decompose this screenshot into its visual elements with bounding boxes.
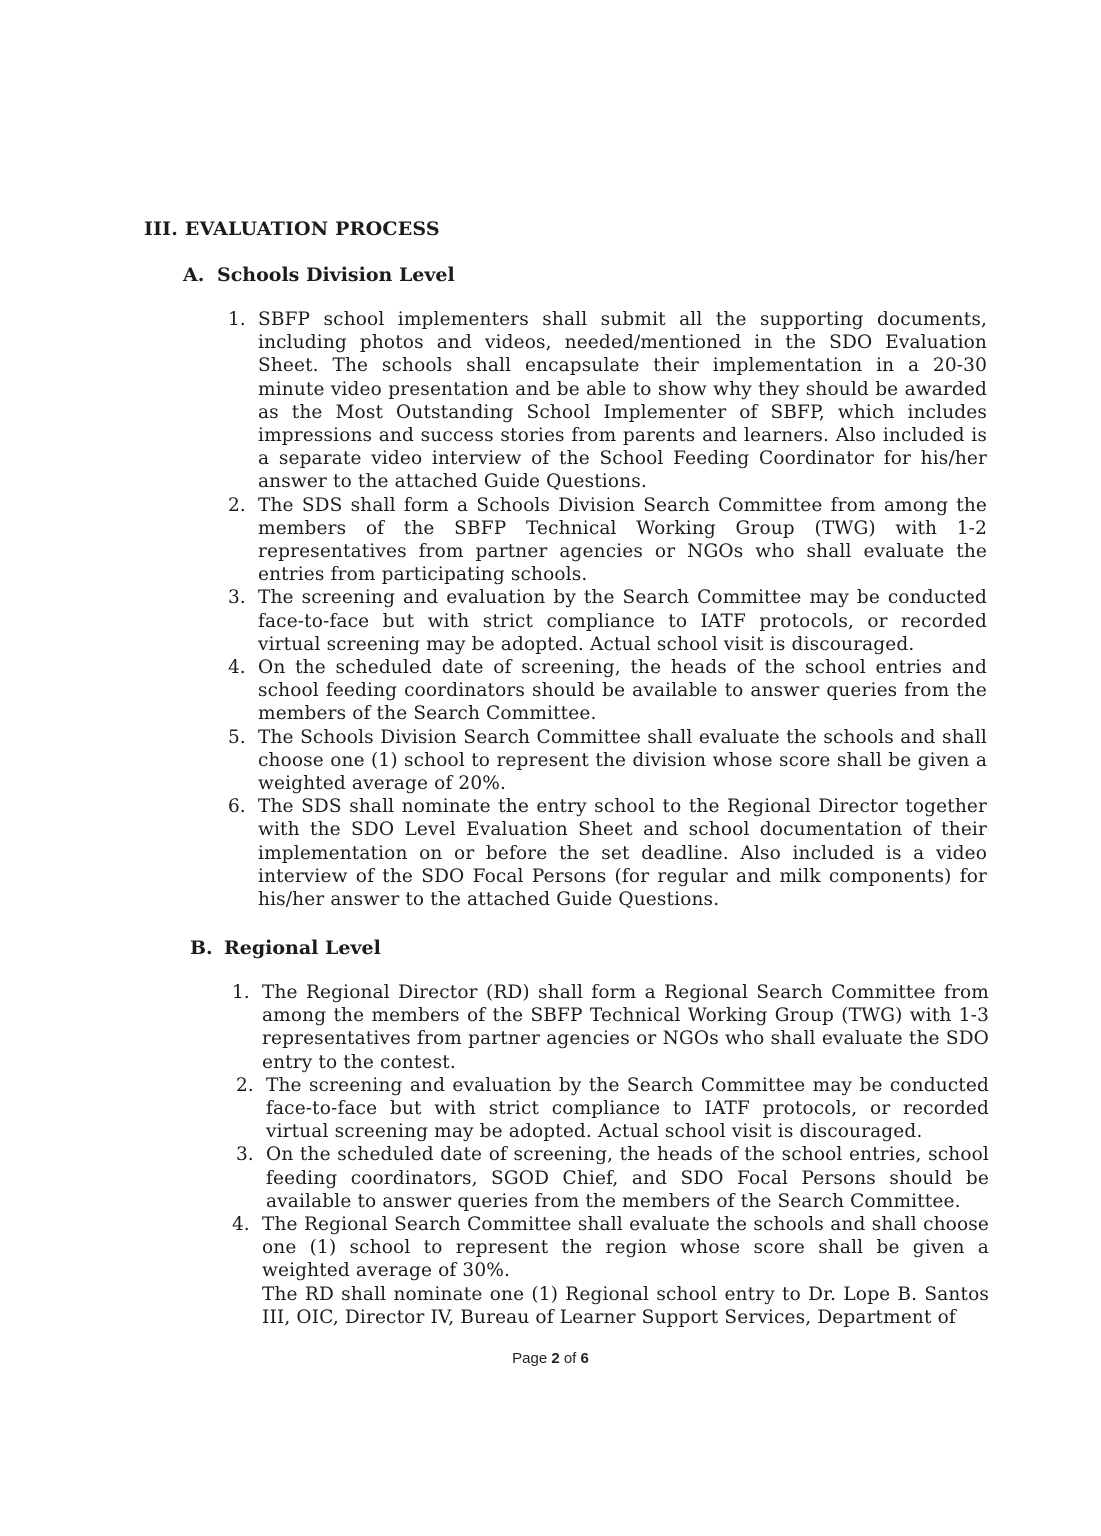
item-number: 4. xyxy=(232,1214,250,1236)
item-text: On the scheduled date of screening, the heads of the school entries and school feeding coordinators should be available to answer queries from the members of the Search Committee. xyxy=(258,657,987,725)
subsection-heading-b xyxy=(190,937,381,959)
footer-middle: of xyxy=(559,1350,581,1367)
schools-division-list xyxy=(228,308,987,911)
item-text: The SDS shall nominate the entry school to the Regional Director together with the SDO Level Evaluation Sheet and school documentation of their implementation on or before the set deadline. Also included is a video interview of the SDO Focal Persons (for regular and milk components) for his/her answer to the attached Guide Questions. xyxy=(258,796,987,911)
item-number: 3. xyxy=(228,587,246,609)
item-text: The Regional Search Committee shall evaluate the schools and shall choose one (1) school to represent the region whose score shall be given a weighted average of 30%. xyxy=(262,1214,989,1282)
item-number: 1. xyxy=(232,982,250,1003)
item-text: On the scheduled date of screening, the heads of the school entries, school feeding coordinators, SGOD Chief, and SDO Focal Persons should be available to answer queries from the members of the Search Committee. xyxy=(266,1144,989,1212)
item-number: 4. xyxy=(228,657,246,679)
list-item xyxy=(262,1283,989,1329)
item-text: The RD shall nominate one (1) Regional school entry to Dr. Lope B. Santos III, OIC, Director IV, Bureau of Learner Support Services, Department of xyxy=(262,1283,989,1328)
list-item xyxy=(228,494,987,587)
list-item xyxy=(236,1143,989,1213)
subsection-letter: B. xyxy=(190,937,213,959)
item-number: 6. xyxy=(228,796,246,818)
list-item xyxy=(228,308,987,494)
footer-prefix: Page xyxy=(512,1350,552,1367)
section-heading: III. EVALUATION PROCESS xyxy=(144,218,440,240)
item-number: 2. xyxy=(236,1074,254,1096)
item-text: The Schools Division Search Committee shall evaluate the schools and shall choose one (1) school to represent the division whose score shall be given a weighted average of 20%. xyxy=(258,726,987,795)
item-number: 5. xyxy=(228,726,246,748)
list-item xyxy=(232,1213,989,1283)
footer-page-number: 2 xyxy=(551,1350,560,1367)
item-text: The Regional Director (RD) shall form a Regional Search Committee from among the members of the SBFP Technical Working Group (TWG) with 1-3 representatives from partner agencies or NGOs who shall evaluate the SDO entry to the contest. xyxy=(262,982,989,1073)
page-footer xyxy=(0,1350,1101,1367)
item-number: 3. xyxy=(236,1144,254,1166)
list-item xyxy=(228,586,987,656)
list-item xyxy=(236,1074,989,1144)
item-text: The SDS shall form a Schools Division Search Committee from among the members of the SBFP Technical Working Group (TWG) with 1-2 representatives from partner agencies or NGOs who shall evaluate the entries from participating schools. xyxy=(258,494,987,586)
footer-page-total: 6 xyxy=(580,1350,589,1367)
item-number: 1. xyxy=(228,309,246,330)
item-text: The screening and evaluation by the Search Committee may be conducted face-to-face but with strict compliance to IATF protocols, or recorded virtual screening may be adopted. Actual school visit is discouraged. xyxy=(266,1074,989,1143)
item-text: The screening and evaluation by the Search Committee may be conducted face-to-face but with strict compliance to IATF protocols, or recorded virtual screening may be adopted. Actual school visit is discouraged. xyxy=(258,587,987,655)
subsection-letter: A. xyxy=(183,264,205,286)
item-number: 2. xyxy=(228,494,246,516)
item-text: SBFP school implementers shall submit all the supporting documents, including photos and videos, needed/mentioned in the SDO Evaluation Sheet. The schools shall encapsulate their implementation in a 20-30 minute video presentation and be able to show why they should be awarded as the Most Outstanding School Implementer of SBFP, which includes impressions and success stories from parents and learners. Also included is a separate video interview of the School Feeding Coordinator for his/her answer to the attached Guide Questions. xyxy=(258,309,987,493)
list-item xyxy=(232,981,989,1074)
list-item xyxy=(228,726,987,796)
regional-list xyxy=(232,981,989,1329)
subsection-heading-a xyxy=(183,264,455,286)
subsection-title: Schools Division Level xyxy=(217,264,455,286)
subsection-title: Regional Level xyxy=(224,937,381,959)
list-item xyxy=(228,656,987,726)
list-item xyxy=(228,795,987,911)
